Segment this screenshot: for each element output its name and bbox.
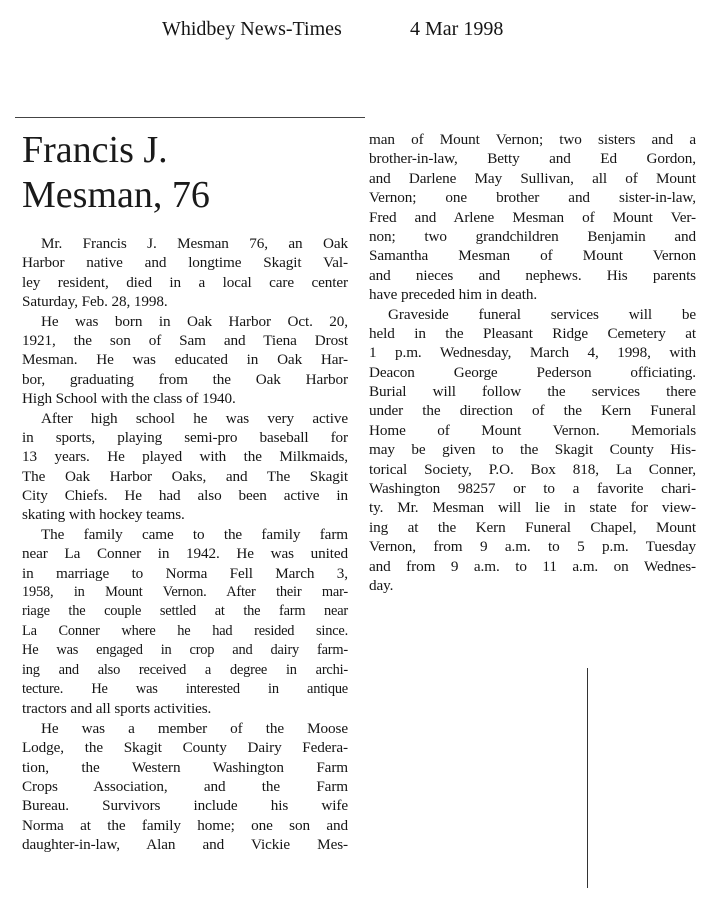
text-line: Norma at the family home; one son and [22, 816, 348, 834]
text-line: High School with the class of 1940. [22, 390, 236, 408]
text-line: Deacon George Pederson officiating. [369, 363, 696, 381]
text-line: Home of Mount Vernon. Memorials [369, 421, 696, 439]
text-line: City Chiefs. He had also been active in [22, 487, 348, 505]
text-line: and nieces and nephews. His parents [369, 266, 696, 284]
text-line: Bureau. Survivors include his wife [22, 797, 348, 815]
text-line: He was born in Oak Harbor Oct. 20, [41, 312, 348, 330]
text-line: tion, the Western Washington Farm [22, 758, 348, 776]
text-line: The Oak Harbor Oaks, and The Skagit [22, 467, 348, 485]
text-line: He was engaged in crop and dairy farm- [22, 642, 348, 659]
text-line: Saturday, Feb. 28, 1998. [22, 293, 168, 311]
text-line: and from 9 a.m. to 11 a.m. on Wednes- [369, 557, 696, 575]
headline-line: Francis J. [22, 129, 168, 171]
text-line: have preceded him in death. [369, 286, 538, 304]
text-line: Lodge, the Skagit County Dairy Federa- [22, 739, 348, 757]
publication-name: Whidbey News-Times [162, 18, 342, 40]
text-line: brother-in-law, Betty and Ed Gordon, [369, 150, 696, 168]
text-line: near La Conner in 1942. He was united [22, 545, 348, 563]
text-line: Mr. Francis J. Mesman 76, an Oak [41, 235, 348, 252]
page-header [162, 14, 562, 44]
column-divider [587, 668, 588, 888]
text-line: The family came to the family farm [41, 525, 348, 543]
article-column-left [22, 234, 348, 855]
text-line: Fred and Arlene Mesman of Mount Ver- [369, 208, 696, 226]
publication-date: 4 Mar 1998 [410, 18, 504, 40]
text-line: Crops Association, and the Farm [22, 777, 348, 795]
text-line: 13 years. He played with the Milkmaids, [22, 448, 348, 466]
text-line: Graveside funeral services will be [388, 305, 696, 323]
text-line: After high school he was very active [41, 409, 348, 427]
text-line: day. [369, 576, 394, 594]
text-line: non; two grandchildren Benjamin and [369, 227, 696, 245]
text-line: Vernon, from 9 a.m. to 5 p.m. Tuesday [369, 538, 696, 556]
text-line: 1958, in Mount Vernon. After their mar- [22, 584, 348, 601]
text-line: ty. Mr. Mesman will lie in state for view- [369, 499, 696, 517]
text-line: ing and also received a degree in archi- [22, 661, 348, 678]
text-line: under the direction of the Kern Funeral [369, 402, 696, 420]
headline-line: Mesman, 76 [22, 174, 210, 216]
text-line: Vernon; one brother and sister-in-law, [369, 189, 696, 207]
text-line: 1921, the son of Sam and Tiena Drost [22, 331, 348, 349]
text-line: Washington 98257 or to a favorite chari- [369, 480, 696, 498]
article-column-right [369, 130, 696, 595]
text-line: Harbor native and longtime Skagit Val- [22, 254, 348, 272]
text-line: Burial will follow the services there [369, 383, 696, 401]
text-line: ing at the Kern Funeral Chapel, Mount [369, 518, 696, 536]
text-line: man of Mount Vernon; two sisters and a [369, 131, 696, 148]
text-line: and Darlene May Sullivan, all of Mount [369, 169, 696, 187]
top-divider [15, 117, 365, 118]
text-line: Samantha Mesman of Mount Vernon [369, 247, 696, 265]
article-headline [22, 128, 352, 218]
text-line: may be given to the Skagit County His- [369, 441, 696, 459]
text-line: skating with hockey teams. [22, 506, 185, 524]
text-line: tractors and all sports activities. [22, 700, 212, 718]
text-line: in marriage to Norma Fell March 3, [22, 564, 348, 582]
text-line: daughter-in-law, Alan and Vickie Mes- [22, 836, 348, 854]
text-line: He was a member of the Moose [41, 719, 348, 737]
text-line: La Conner where he had resided since. [22, 622, 348, 639]
text-line: held in the Pleasant Ridge Cemetery at [369, 324, 696, 342]
text-line: torical Society, P.O. Box 818, La Conner, [369, 460, 696, 478]
text-line: tecture. He was interested in antique [22, 680, 348, 697]
text-line: in sports, playing semi-pro baseball for [22, 428, 348, 446]
text-line: ley resident, died in a local care center [22, 273, 348, 291]
text-line: bor, graduating from the Oak Harbor [22, 370, 348, 388]
text-line: riage the couple settled at the farm near [22, 603, 348, 620]
text-line: Mesman. He was educated in Oak Har- [22, 351, 348, 369]
text-line: 1 p.m. Wednesday, March 4, 1998, with [369, 344, 696, 362]
